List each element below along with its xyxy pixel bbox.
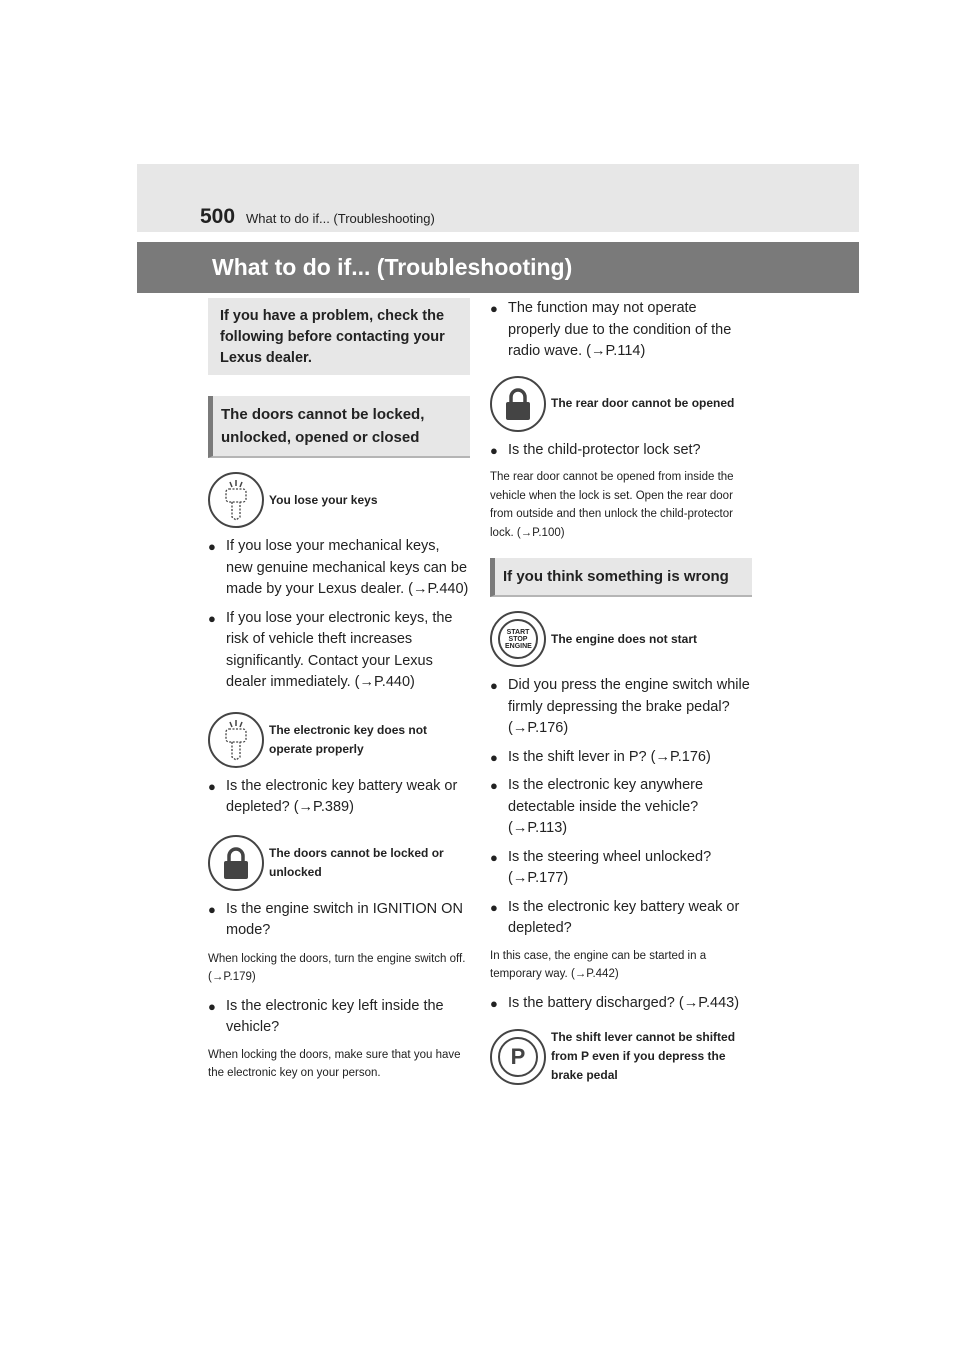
bullet-item xyxy=(490,747,752,769)
lock-icon xyxy=(490,376,546,432)
bullet-dot-icon: ● xyxy=(490,899,498,915)
key-icon xyxy=(208,712,264,768)
bullet-dot-icon: ● xyxy=(490,442,498,458)
bullet-dot-icon: ● xyxy=(490,849,498,865)
subheading-text: You lose your keys xyxy=(269,492,378,507)
left-column xyxy=(208,298,470,1083)
note-text: In this case, the engine can be started in a temporary way. (→P.442) xyxy=(490,949,707,980)
bullet-dot-icon: ● xyxy=(490,749,498,765)
subheading-lose-keys xyxy=(208,472,470,528)
bullet-dot-icon: ● xyxy=(208,610,216,626)
subheading-text: The electronic key does not operate properly xyxy=(269,722,428,756)
subheading-shift-lever xyxy=(490,1028,752,1085)
bullet-item xyxy=(208,776,470,819)
key-icon xyxy=(208,472,264,528)
bullet-item xyxy=(490,897,752,940)
bullet-text: The function may not operate properly due to the condition of the radio wave. (→P.114) xyxy=(508,300,732,359)
bullet-item xyxy=(490,775,752,840)
subheading-text: The rear door cannot be opened xyxy=(551,396,735,410)
note-text: When locking the doors, turn the engine switch off. (→P.179) xyxy=(208,952,466,983)
bullet-dot-icon: ● xyxy=(208,778,216,794)
bullet-text: Is the child-protector lock set? xyxy=(508,441,701,458)
note-text: The rear door cannot be opened from inside the vehicle when the lock is set. Open the rear door from outside and then unlock the child-protector lock. (→P.100) xyxy=(490,471,734,539)
subheading-text: The engine does not start xyxy=(551,631,698,646)
running-head: What to do if... (Troubleshooting) xyxy=(246,211,435,226)
bullet-text: Is the electronic key anywhere detectable inside the vehicle? (→P.113) xyxy=(508,777,704,836)
start-stop-label: START STOP ENGINE xyxy=(505,628,532,650)
section-heading-something-wrong: If you think something is wrong xyxy=(490,558,752,597)
p-circle-icon xyxy=(490,1029,546,1085)
section-heading-doors: The doors cannot be locked, unlocked, opened or closed xyxy=(208,396,470,458)
bullet-text: Is the engine switch in IGNITION ON mode? xyxy=(226,900,463,938)
bullet-item xyxy=(208,536,470,601)
p-icon-letter: P xyxy=(510,1043,526,1069)
bullet-text: Is the battery discharged? (→P.443) xyxy=(508,994,740,1011)
page-title: What to do if... (Troubleshooting) xyxy=(212,254,573,280)
bullet-dot-icon: ● xyxy=(490,995,498,1011)
bullet-text: Is the steering wheel unlocked? (→P.177) xyxy=(508,848,712,886)
bullet-item xyxy=(208,899,470,942)
bullet-item xyxy=(490,440,752,462)
start-stop-button-icon xyxy=(490,611,546,667)
bullet-text: Is the electronic key battery weak or depleted? xyxy=(508,898,740,936)
bullet-item xyxy=(208,608,470,694)
bullet-text: If you lose your mechanical keys, new genuine mechanical keys can be made by your Lexus dealer. (→P.440) xyxy=(226,538,469,597)
bullet-text: Is the electronic key battery weak or depleted? (→P.389) xyxy=(226,777,458,815)
bullet-item xyxy=(490,298,752,363)
lock-icon xyxy=(208,835,264,891)
subheading-rear-door xyxy=(490,376,752,432)
page-number: 500 xyxy=(200,205,236,228)
bullet-dot-icon: ● xyxy=(490,778,498,793)
bullet-item xyxy=(490,993,752,1015)
bullet-text: Is the shift lever in P? (→P.176) xyxy=(508,748,711,765)
subheading-doors-lock xyxy=(208,835,470,891)
intro-box: If you have a problem, check the following before contacting your Lexus dealer. xyxy=(208,298,470,375)
subheading-engine xyxy=(490,611,752,667)
bullet-text: Did you press the engine switch while firmly depressing the brake pedal? (→P.176) xyxy=(508,677,750,736)
bullet-text: Is the electronic key left inside the vehicle? xyxy=(226,997,444,1035)
bullet-dot-icon: ● xyxy=(490,301,498,316)
subheading-key-not-operate xyxy=(208,712,470,768)
note-text: When locking the doors, make sure that you have the electronic key on your person. xyxy=(208,1048,461,1079)
bullet-text: If you lose your electronic keys, the risk of vehicle theft increases significantly. Contact your Lexus dealer immediately. (→P.440) xyxy=(226,609,453,690)
bullet-dot-icon: ● xyxy=(208,998,216,1014)
right-column xyxy=(490,298,752,1085)
bullet-item xyxy=(490,847,752,890)
bullet-item xyxy=(490,675,752,740)
bullet-item xyxy=(208,996,470,1039)
subheading-text: The shift lever cannot be shifted from P even if you depress the brake pedal xyxy=(551,1030,736,1082)
bullet-dot-icon: ● xyxy=(208,539,216,554)
bullet-dot-icon: ● xyxy=(490,678,498,693)
subheading-text: The doors cannot be locked or unlocked xyxy=(269,845,444,879)
bullet-dot-icon: ● xyxy=(208,901,216,917)
